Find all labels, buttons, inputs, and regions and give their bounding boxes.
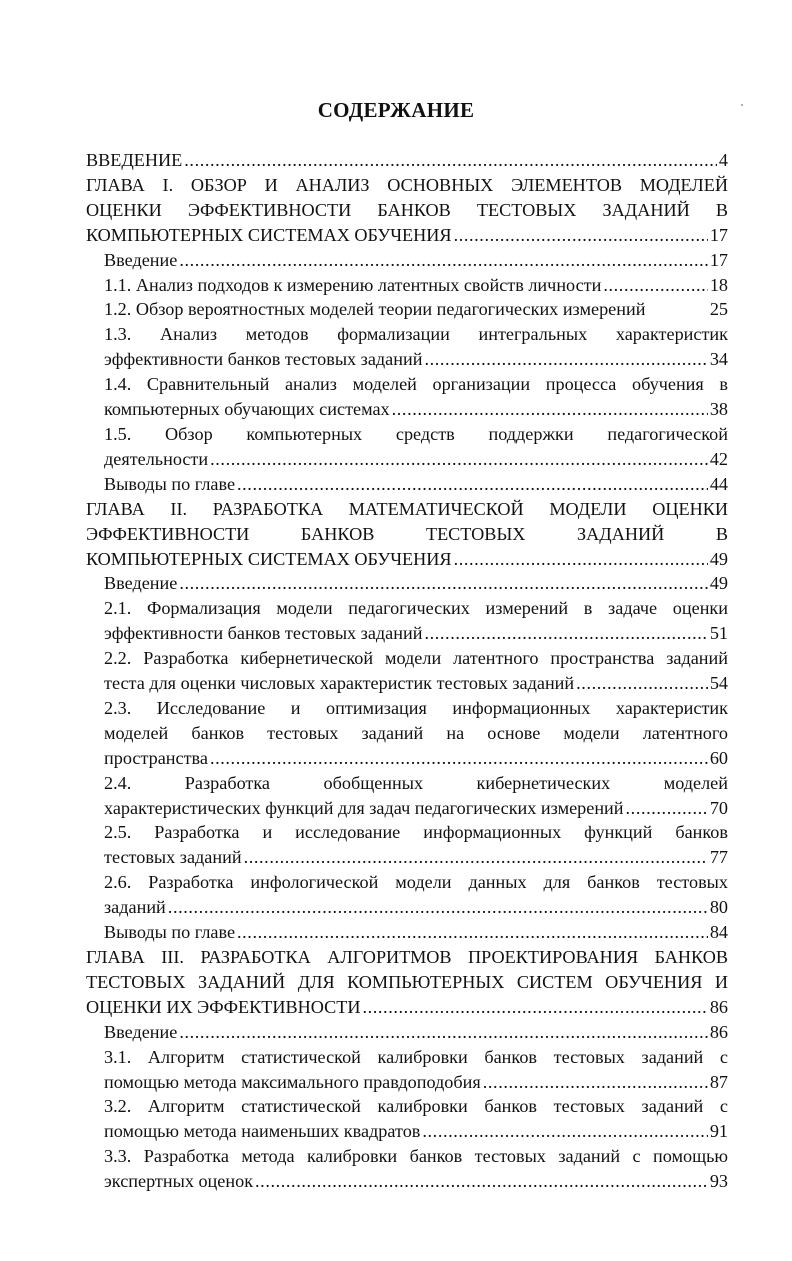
toc-entry-title: Введение	[104, 1021, 178, 1042]
toc-entry[interactable]	[86, 173, 728, 248]
toc-page-number: 80	[709, 897, 728, 918]
toc-entry-title: Выводы по главе	[104, 473, 236, 494]
toc-entry-line: 3.1. Алгоритм статистической калибровки банков тестовых заданий с	[104, 1046, 728, 1067]
toc-entry[interactable]	[86, 1144, 728, 1194]
table-of-contents	[86, 148, 728, 1194]
dot-leader	[210, 447, 708, 472]
toc-entry-line: ГЛАВА III. РАЗРАБОТКА АЛГОРИТМОВ ПРОЕКТИРОВАНИЯ БАНКОВ	[86, 947, 728, 967]
toc-entry-lastline	[104, 297, 728, 322]
toc-entry-title: экспертных оценок	[104, 1171, 254, 1192]
toc-entry-lastline	[104, 447, 728, 472]
toc-entry-lastline	[104, 248, 728, 273]
toc-entry-title: КОМПЬЮТЕРНЫХ СИСТЕМАХ ОБУЧЕНИЯ	[86, 224, 452, 245]
toc-entry-lastline	[104, 621, 728, 646]
toc-entry[interactable]	[86, 646, 728, 696]
dot-leader	[576, 671, 708, 696]
toc-page-number: 25	[709, 299, 728, 320]
toc-entry[interactable]	[86, 472, 728, 497]
toc-entry-title: пространства	[104, 747, 208, 768]
toc-entry-title: ОЦЕНКИ ИХ ЭФФЕКТИВНОСТИ	[86, 996, 361, 1017]
toc-entry-title: Введение	[104, 573, 178, 594]
toc-entry-title: теста для оценки числовых характеристик тестовых заданий	[104, 673, 575, 694]
dot-leader	[237, 920, 708, 945]
toc-entry[interactable]	[86, 1045, 728, 1095]
toc-page-number: 49	[709, 573, 728, 594]
toc-entry[interactable]	[86, 248, 728, 273]
toc-entry-title: 1.1. Анализ подходов к измерению латентных свойств личности	[104, 274, 602, 295]
toc-page-number: 49	[709, 548, 728, 569]
toc-entry-title: помощью метода максимального правдоподобия	[104, 1071, 481, 1092]
scan-speck	[741, 104, 743, 106]
toc-entry-line: 2.3. Исследование и оптимизация информационных характеристик	[104, 697, 728, 718]
toc-page-number: 44	[709, 473, 728, 494]
toc-entry-title: эффективности банков тестовых заданий	[104, 623, 423, 644]
toc-entry-lastline	[104, 671, 728, 696]
toc-entry[interactable]	[86, 920, 728, 945]
dot-leader	[237, 472, 708, 497]
dot-leader	[244, 845, 708, 870]
toc-entry[interactable]	[86, 696, 728, 771]
toc-entry-lastline	[104, 397, 728, 422]
toc-entry[interactable]	[86, 870, 728, 920]
toc-page-number: 77	[709, 847, 728, 868]
dot-leader	[422, 1119, 707, 1144]
toc-entry-line: 2.5. Разработка и исследование информационных функций банков	[104, 822, 728, 843]
dot-leader	[424, 621, 707, 646]
toc-entry[interactable]	[86, 422, 728, 472]
toc-entry[interactable]	[86, 1094, 728, 1144]
toc-page-number: 17	[709, 224, 728, 245]
dot-leader	[603, 273, 707, 298]
toc-page-number: 34	[709, 349, 728, 370]
toc-entry-line: 3.3. Разработка метода калибровки банков тестовых заданий с помощью	[104, 1146, 728, 1167]
toc-entry-lastline	[104, 746, 728, 771]
toc-entry[interactable]	[86, 372, 728, 422]
toc-entry[interactable]	[86, 571, 728, 596]
toc-entry-line: 2.1. Формализация модели педагогических измерений в задаче оценки	[104, 598, 728, 619]
dot-leader	[210, 746, 708, 771]
toc-entry-line: 1.3. Анализ методов формализации интегральных характеристик	[104, 324, 728, 345]
toc-entry-line: 1.4. Сравнительный анализ моделей организации процесса обучения в	[104, 374, 728, 395]
toc-page-number: 86	[709, 996, 728, 1017]
toc-entry-lastline	[104, 1119, 728, 1144]
toc-entry[interactable]	[86, 596, 728, 646]
dot-leader	[179, 571, 708, 596]
toc-page-number: 54	[709, 673, 728, 694]
toc-entry-line: ТЕСТОВЫХ ЗАДАНИЙ ДЛЯ КОМПЬЮТЕРНЫХ СИСТЕМ ОБУЧЕНИЯ И	[86, 971, 728, 992]
toc-entry-title: характеристических функций для задач педагогических измерений	[104, 797, 624, 818]
toc-entry-lastline	[104, 472, 728, 497]
dot-leader	[454, 547, 708, 572]
toc-entry[interactable]	[86, 497, 728, 572]
toc-page-number: 86	[709, 1021, 728, 1042]
toc-page-number: 91	[709, 1121, 728, 1142]
dot-leader	[179, 1020, 708, 1045]
dot-leader	[626, 796, 708, 821]
toc-entry[interactable]	[86, 1020, 728, 1045]
toc-entry-title: ВВЕДЕНИЕ	[86, 150, 183, 170]
dot-leader	[255, 1169, 708, 1194]
toc-entry-title: Введение	[104, 249, 178, 270]
toc-entry-line: ЭФФЕКТИВНОСТИ БАНКОВ ТЕСТОВЫХ ЗАДАНИЙ В	[86, 523, 728, 544]
toc-entry-lastline	[104, 845, 728, 870]
toc-entry-lastline	[104, 273, 728, 298]
dot-leader	[392, 397, 708, 422]
toc-entry-lastline	[104, 920, 728, 945]
toc-entry-title: компьютерных обучающих системах	[104, 399, 390, 420]
toc-entry-line: 2.6. Разработка инфологической модели данных для банков тестовых	[104, 872, 728, 893]
toc-page-number: 4	[718, 150, 728, 170]
toc-entry-title: эффективности банков тестовых заданий	[104, 349, 423, 370]
dot-leader	[184, 148, 717, 173]
toc-entry-lastline	[104, 571, 728, 596]
toc-page-number: 17	[709, 249, 728, 270]
toc-entry[interactable]	[86, 771, 728, 821]
toc-entry-lastline	[104, 1169, 728, 1194]
toc-entry[interactable]	[86, 148, 728, 173]
toc-page-number: 38	[709, 399, 728, 420]
toc-entry-line: моделей банков тестовых заданий на основе модели латентного	[104, 722, 728, 743]
toc-page-number: 42	[709, 448, 728, 469]
toc-entry-line: 3.2. Алгоритм статистической калибровки банков тестовых заданий с	[104, 1096, 728, 1117]
toc-page-number: 70	[709, 797, 728, 818]
dot-leader	[454, 223, 708, 248]
toc-entry-title: деятельности	[104, 448, 209, 469]
toc-page-number: 18	[709, 274, 728, 295]
toc-entry-line: ГЛАВА I. ОБЗОР И АНАЛИЗ ОСНОВНЫХ ЭЛЕМЕНТОВ МОДЕЛЕЙ	[86, 174, 728, 195]
toc-entry-line: ГЛАВА II. РАЗРАБОТКА МАТЕМАТИЧЕСКОЙ МОДЕЛИ ОЦЕНКИ	[86, 498, 728, 519]
toc-entry-title: помощью метода наименьших квадратов	[104, 1121, 421, 1142]
page-title: СОДЕРЖАНИЕ	[317, 98, 475, 122]
toc-entry-lastline	[86, 547, 728, 572]
dot-leader	[362, 995, 707, 1020]
toc-page-number: 51	[709, 623, 728, 644]
toc-page-number: 84	[709, 922, 728, 943]
toc-entry[interactable]	[86, 273, 728, 298]
toc-entry-line: ОЦЕНКИ ЭФФЕКТИВНОСТИ БАНКОВ ТЕСТОВЫХ ЗАДАНИЙ В	[86, 199, 728, 220]
toc-entry[interactable]	[86, 322, 728, 372]
toc-entry-lastline	[86, 148, 728, 173]
toc-entry[interactable]	[86, 820, 728, 870]
toc-entry-title: тестовых заданий	[104, 847, 242, 868]
dot-leader	[483, 1070, 708, 1095]
dot-leader	[168, 895, 708, 920]
toc-page-number: 93	[709, 1171, 728, 1192]
toc-entry-title: Выводы по главе	[104, 922, 236, 943]
toc-entry-lastline	[104, 347, 728, 372]
toc-entry-title: 1.2. Обзор вероятностных моделей теории педагогических измерений	[104, 299, 646, 320]
toc-entry-line: 1.5. Обзор компьютерных средств поддержки педагогической	[104, 423, 728, 444]
toc-page-number: 87	[709, 1071, 728, 1092]
toc-entry-line: 2.4. Разработка обобщенных кибернетических моделей	[104, 772, 728, 793]
toc-entry[interactable]	[86, 945, 728, 1020]
dot-leader	[424, 347, 707, 372]
toc-entry-title: КОМПЬЮТЕРНЫХ СИСТЕМАХ ОБУЧЕНИЯ	[86, 548, 452, 569]
toc-entry-line: 2.2. Разработка кибернетической модели латентного пространства заданий	[104, 648, 728, 669]
toc-entry-lastline	[104, 1020, 728, 1045]
toc-entry[interactable]	[86, 297, 728, 322]
toc-entry-lastline	[104, 895, 728, 920]
toc-page-number: 60	[709, 747, 728, 768]
toc-entry-lastline	[104, 1070, 728, 1095]
toc-entry-lastline	[86, 223, 728, 248]
dot-leader	[179, 248, 708, 273]
toc-entry-lastline	[86, 995, 728, 1020]
toc-entry-title: заданий	[104, 897, 166, 918]
toc-entry-lastline	[104, 796, 728, 821]
